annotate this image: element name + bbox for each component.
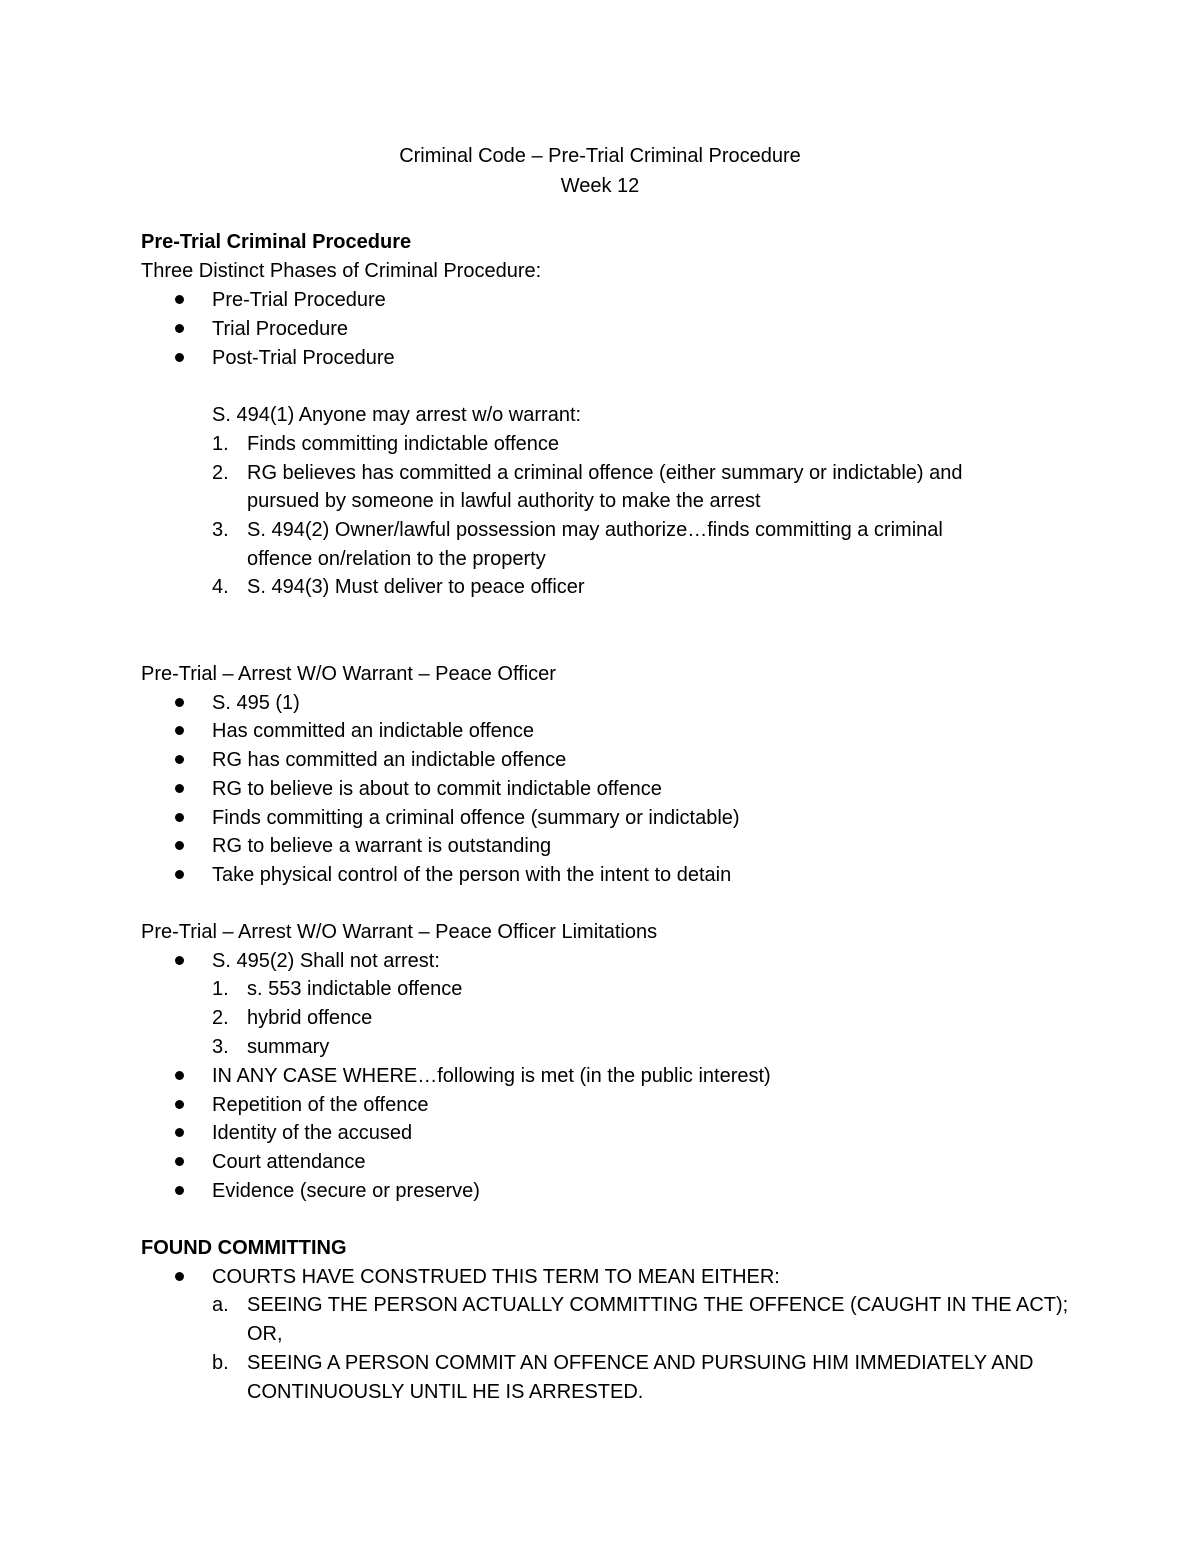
list-item: Post-Trial Procedure	[212, 347, 395, 369]
list-marker: 3.	[212, 1036, 229, 1058]
list-marker: 2.	[212, 462, 229, 484]
list-item: Identity of the accused	[212, 1122, 413, 1144]
bullet-icon	[175, 1071, 184, 1080]
bullet-icon	[175, 1186, 184, 1195]
bullet-icon	[175, 1272, 184, 1281]
document-week: Week 12	[560, 175, 640, 197]
section-heading: FOUND COMMITTING	[141, 1237, 347, 1259]
bullet-icon	[175, 1128, 184, 1137]
section-intro: Three Distinct Phases of Criminal Procedure:	[141, 260, 542, 282]
list-item: Court attendance	[212, 1151, 366, 1173]
list-item: Has committed an indictable offence	[212, 720, 535, 742]
list-item: summary	[247, 1036, 330, 1058]
list-item: RG to believe is about to commit indictable offence	[212, 778, 662, 800]
bullet-icon	[175, 956, 184, 965]
list-item: RG to believe a warrant is outstanding	[212, 835, 552, 857]
document-title: Criminal Code – Pre-Trial Criminal Procedure	[399, 145, 801, 167]
list-item: S. 495(2) Shall not arrest:	[212, 950, 440, 972]
bullet-icon	[175, 324, 184, 333]
list-item: Pre-Trial Procedure	[212, 289, 386, 311]
list-item: S. 494(3) Must deliver to peace officer	[247, 576, 585, 598]
list-item: S. 495 (1)	[212, 692, 300, 714]
section-heading: Pre-Trial – Arrest W/O Warrant – Peace Officer Limitations	[141, 921, 658, 943]
list-item: Trial Procedure	[212, 318, 348, 340]
list-item: Repetition of the offence	[212, 1094, 429, 1116]
bullet-icon	[175, 726, 184, 735]
bullet-icon	[175, 755, 184, 764]
list-item-continuation: offence on/relation to the property	[247, 548, 546, 570]
bullet-icon	[175, 813, 184, 822]
list-item: SEEING A PERSON COMMIT AN OFFENCE AND PURSUING HIM IMMEDIATELY AND	[247, 1352, 1034, 1374]
section-heading: Pre-Trial Criminal Procedure	[141, 231, 412, 253]
bullet-icon	[175, 1157, 184, 1166]
list-marker: a.	[212, 1294, 229, 1316]
bullet-icon	[175, 1100, 184, 1109]
list-item: Finds committing indictable offence	[247, 433, 560, 455]
bullet-icon	[175, 870, 184, 879]
section-heading: Pre-Trial – Arrest W/O Warrant – Peace Officer	[141, 663, 556, 685]
list-marker: b.	[212, 1352, 229, 1374]
list-item: Evidence (secure or preserve)	[212, 1180, 480, 1202]
list-item: RG has committed an indictable offence	[212, 749, 567, 771]
bullet-icon	[175, 295, 184, 304]
list-item: Finds committing a criminal offence (summary or indictable)	[212, 807, 740, 829]
list-item: Take physical control of the person with the intent to detain	[212, 864, 732, 886]
bullet-icon	[175, 784, 184, 793]
list-item-continuation: pursued by someone in lawful authority to make the arrest	[247, 490, 761, 512]
list-marker: 4.	[212, 576, 229, 598]
list-item: RG believes has committed a criminal offence (either summary or indictable) and	[247, 462, 963, 484]
list-marker: 1.	[212, 978, 229, 1000]
list-item: COURTS HAVE CONSTRUED THIS TERM TO MEAN EITHER:	[212, 1266, 780, 1288]
bullet-icon	[175, 353, 184, 362]
list-marker: 3.	[212, 519, 229, 541]
list-marker: 2.	[212, 1007, 229, 1029]
list-item: hybrid offence	[247, 1007, 373, 1029]
bullet-icon	[175, 841, 184, 850]
list-item: s. 553 indictable offence	[247, 978, 463, 1000]
list-item-continuation: CONTINUOUSLY UNTIL HE IS ARRESTED.	[247, 1381, 644, 1403]
bullet-icon	[175, 698, 184, 707]
list-item: S. 494(2) Owner/lawful possession may authorize…finds committing a criminal	[247, 519, 943, 541]
list-item: IN ANY CASE WHERE…following is met (in the public interest)	[212, 1065, 771, 1087]
statute-intro: S. 494(1) Anyone may arrest w/o warrant:	[212, 404, 582, 426]
list-marker: 1.	[212, 433, 229, 455]
list-item-continuation: OR,	[247, 1323, 283, 1345]
list-item: SEEING THE PERSON ACTUALLY COMMITTING THE OFFENCE (CAUGHT IN THE ACT);	[247, 1294, 1069, 1316]
